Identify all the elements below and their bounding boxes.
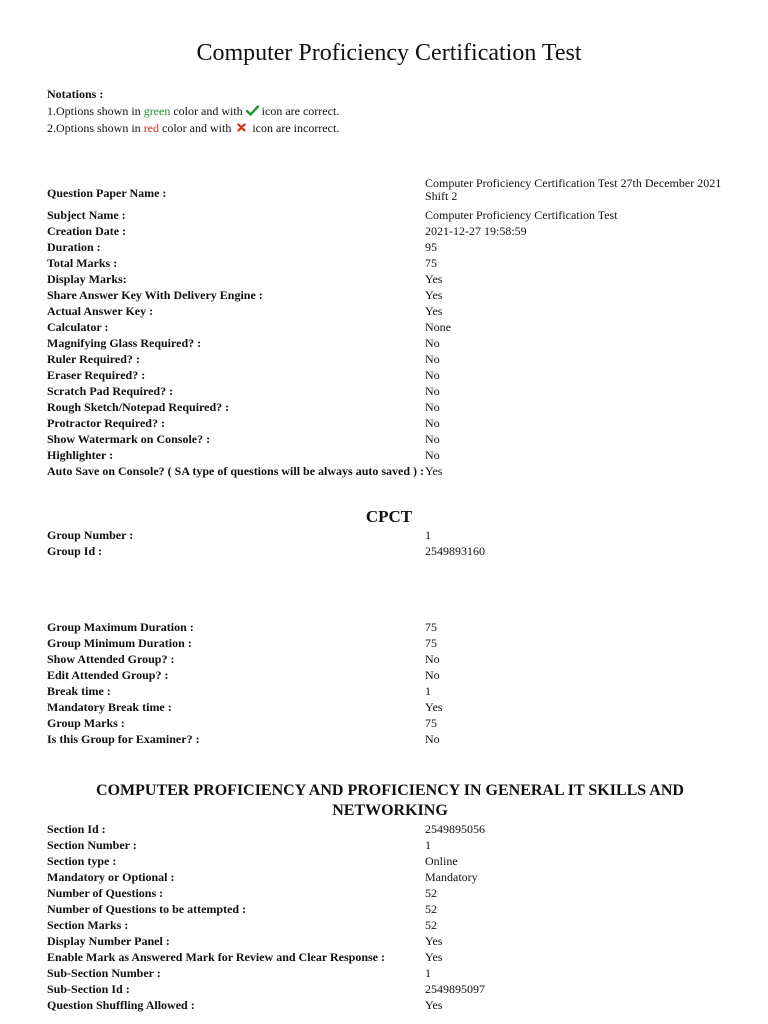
detail-value: Yes xyxy=(425,950,443,964)
detail-row xyxy=(47,981,747,997)
detail-value: 95 xyxy=(425,240,437,254)
detail-label: Total Marks : xyxy=(47,256,118,270)
detail-label: Ruler Required? : xyxy=(47,352,140,366)
detail-label: Creation Date : xyxy=(47,224,127,238)
detail-value: No xyxy=(425,652,440,666)
group-title: CPCT xyxy=(365,507,413,526)
detail-row xyxy=(47,731,747,747)
detail-label: Auto Save on Console? ( SA type of questions will be always auto saved ) : xyxy=(47,464,425,478)
detail-label: Eraser Required? : xyxy=(47,368,146,382)
detail-value: Online xyxy=(425,854,458,868)
notation-2-suffix: icon are incorrect. xyxy=(249,121,340,135)
detail-row xyxy=(47,431,747,447)
detail-value: 52 xyxy=(425,902,437,916)
detail-label: Group Id : xyxy=(47,544,103,558)
detail-value: 1 xyxy=(425,528,431,542)
detail-value: 1 xyxy=(425,966,431,980)
notations-heading: Notations : xyxy=(47,87,104,101)
green-word: green xyxy=(143,104,171,118)
detail-label: Number of Questions : xyxy=(47,886,164,900)
detail-label: Magnifying Glass Required? : xyxy=(47,336,202,350)
detail-label: Group Marks : xyxy=(47,716,125,730)
detail-value: Mandatory xyxy=(425,870,478,884)
section-title: COMPUTER PROFICIENCY AND PROFICIENCY IN GENERAL IT SKILLS AND NETWORKING xyxy=(96,782,684,819)
notations-block xyxy=(47,86,339,137)
detail-value: 1 xyxy=(425,684,431,698)
detail-row xyxy=(47,255,747,271)
detail-value: No xyxy=(425,384,440,398)
detail-label: Protractor Required? : xyxy=(47,416,165,430)
detail-value: Yes xyxy=(425,464,443,478)
detail-row xyxy=(47,207,747,223)
detail-row xyxy=(47,335,747,351)
detail-label: Enable Mark as Answered Mark for Review and Clear Response : xyxy=(47,950,385,964)
detail-value: 2021-12-27 19:58:59 xyxy=(425,224,527,238)
detail-label: Edit Attended Group? : xyxy=(47,668,169,682)
detail-row xyxy=(47,223,747,239)
detail-row xyxy=(47,715,747,731)
detail-row xyxy=(47,351,747,367)
detail-label: Section Id : xyxy=(47,822,106,836)
detail-row xyxy=(47,319,747,335)
detail-label: Mandatory or Optional : xyxy=(47,870,175,884)
detail-value: No xyxy=(425,368,440,382)
detail-value: Yes xyxy=(425,304,443,318)
detail-label: Sub-Section Number : xyxy=(47,966,161,980)
detail-row xyxy=(47,837,747,853)
detail-value: 75 xyxy=(425,620,437,634)
detail-row xyxy=(47,635,747,651)
check-icon xyxy=(246,105,259,116)
detail-row xyxy=(47,901,747,917)
detail-value: Computer Proficiency Certification Test 27th December 2021 Shift 2 xyxy=(425,176,722,203)
detail-row xyxy=(47,667,747,683)
detail-label: Section type : xyxy=(47,854,117,868)
detail-row xyxy=(47,933,747,949)
detail-value: Yes xyxy=(425,700,443,714)
detail-row xyxy=(47,869,747,885)
detail-value: Yes xyxy=(425,272,443,286)
detail-label: Calculator : xyxy=(47,320,109,334)
detail-row xyxy=(47,367,747,383)
detail-label: Mandatory Break time : xyxy=(47,700,172,714)
red-word: red xyxy=(143,121,160,135)
detail-value: No xyxy=(425,336,440,350)
paper-details xyxy=(47,178,747,479)
cross-icon xyxy=(237,123,246,132)
detail-label: Subject Name : xyxy=(47,208,126,222)
notation-correct xyxy=(47,103,339,120)
detail-label: Share Answer Key With Delivery Engine : xyxy=(47,288,263,302)
detail-value: 2549893160 xyxy=(425,544,485,558)
detail-value: Yes xyxy=(425,288,443,302)
notation-2-middle: color and with xyxy=(159,121,235,135)
detail-label: Group Number : xyxy=(47,528,134,542)
detail-row xyxy=(47,399,747,415)
notation-2-prefix: 2.Options shown in xyxy=(47,121,144,135)
detail-row xyxy=(47,683,747,699)
detail-value: Yes xyxy=(425,998,443,1012)
detail-label: Break time : xyxy=(47,684,111,698)
detail-value: No xyxy=(425,668,440,682)
detail-value: 52 xyxy=(425,918,437,932)
detail-row xyxy=(47,415,747,431)
detail-row xyxy=(47,303,747,319)
detail-label: Highlighter : xyxy=(47,448,114,462)
detail-row xyxy=(47,997,747,1013)
detail-value: 2549895056 xyxy=(425,822,485,836)
detail-value: Yes xyxy=(425,934,443,948)
detail-value: None xyxy=(425,320,451,334)
group-ids xyxy=(47,527,747,559)
detail-row xyxy=(47,949,747,965)
detail-row xyxy=(47,447,747,463)
detail-value: No xyxy=(425,352,440,366)
detail-row xyxy=(47,178,747,207)
detail-label: Sub-Section Id : xyxy=(47,982,130,996)
detail-label: Rough Sketch/Notepad Required? : xyxy=(47,400,230,414)
detail-row xyxy=(47,527,747,543)
notation-incorrect xyxy=(47,120,339,137)
detail-label: Question Paper Name : xyxy=(47,186,167,200)
detail-row xyxy=(47,965,747,981)
detail-value: 75 xyxy=(425,256,437,270)
detail-label: Scratch Pad Required? : xyxy=(47,384,174,398)
detail-row xyxy=(47,271,747,287)
detail-row xyxy=(47,543,747,559)
page-title: Computer Proficiency Certification Test xyxy=(196,40,582,66)
detail-label: Duration : xyxy=(47,240,101,254)
detail-row xyxy=(47,853,747,869)
detail-value: No xyxy=(425,432,440,446)
detail-row xyxy=(47,821,747,837)
detail-value: 75 xyxy=(425,636,437,650)
detail-label: Is this Group for Examiner? : xyxy=(47,732,200,746)
detail-label: Section Number : xyxy=(47,838,137,852)
detail-row xyxy=(47,651,747,667)
detail-row xyxy=(47,917,747,933)
detail-label: Actual Answer Key : xyxy=(47,304,154,318)
detail-value: Computer Proficiency Certification Test xyxy=(425,208,618,222)
group-details xyxy=(47,619,747,747)
detail-row xyxy=(47,619,747,635)
detail-label: Group Minimum Duration : xyxy=(47,636,192,650)
detail-value: No xyxy=(425,416,440,430)
detail-row xyxy=(47,885,747,901)
detail-label: Section Marks : xyxy=(47,918,129,932)
detail-label: Number of Questions to be attempted : xyxy=(47,902,247,916)
detail-row xyxy=(47,287,747,303)
detail-label: Group Maximum Duration : xyxy=(47,620,194,634)
detail-label: Show Watermark on Console? : xyxy=(47,432,211,446)
detail-row xyxy=(47,239,747,255)
detail-label: Question Shuffling Allowed : xyxy=(47,998,195,1012)
detail-value: No xyxy=(425,400,440,414)
notation-1-prefix: 1.Options shown in xyxy=(47,104,144,118)
detail-row xyxy=(47,463,747,479)
detail-row xyxy=(47,699,747,715)
detail-value: 52 xyxy=(425,886,437,900)
detail-value: No xyxy=(425,732,440,746)
detail-value: 2549895097 xyxy=(425,982,485,996)
detail-value: 1 xyxy=(425,838,431,852)
detail-value: No xyxy=(425,448,440,462)
section-details xyxy=(47,821,747,1013)
detail-label: Display Number Panel : xyxy=(47,934,170,948)
detail-label: Show Attended Group? : xyxy=(47,652,175,666)
detail-label: Display Marks: xyxy=(47,272,127,286)
notation-1-middle: color and with xyxy=(170,104,246,118)
notation-1-suffix: icon are correct. xyxy=(258,104,340,118)
detail-value: 75 xyxy=(425,716,437,730)
detail-row xyxy=(47,383,747,399)
